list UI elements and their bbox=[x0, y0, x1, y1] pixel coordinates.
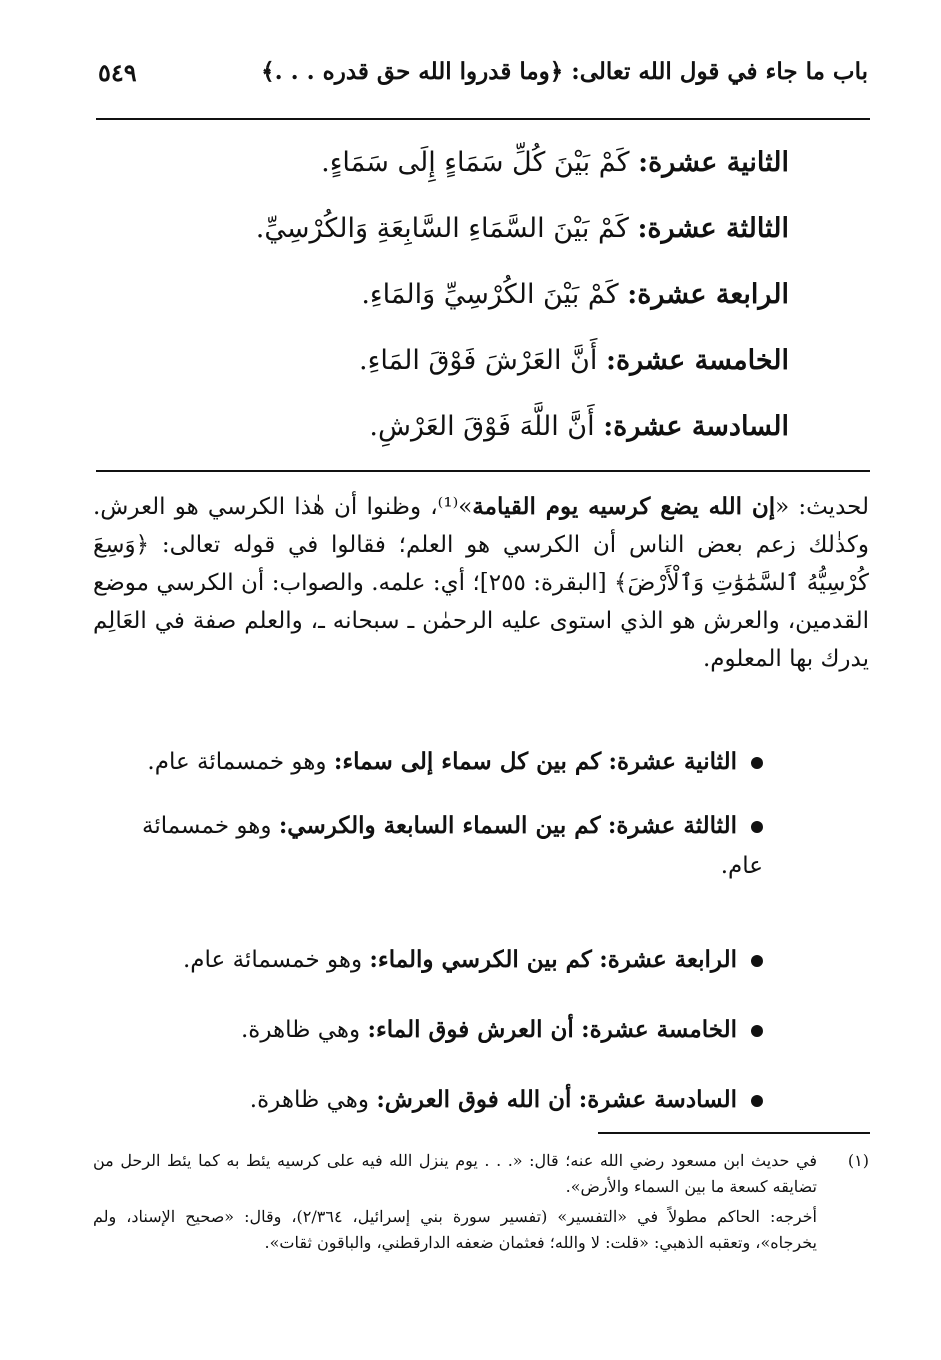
answer-question: كم بين السماء السابعة والكرسي: bbox=[278, 812, 601, 839]
answer-question: كم بين الكرسي والماء: bbox=[369, 946, 592, 973]
answer-text: وهي ظاهرة. bbox=[240, 1017, 361, 1043]
footnote-divider bbox=[598, 1132, 870, 1134]
issue-label: الخامسة عشرة: bbox=[605, 345, 789, 376]
bullet-icon bbox=[751, 1025, 763, 1037]
commentary-prefix: لحديث: « bbox=[775, 494, 869, 520]
issue-text: أَنَّ اللَّهَ فَوْقَ العَرْشِ. bbox=[369, 411, 595, 442]
answer-item bbox=[93, 806, 763, 940]
page-number: ٥٤٩ bbox=[98, 58, 137, 87]
issue-item bbox=[149, 204, 789, 270]
issue-text: كَمْ بَيْنَ الكُرْسِيِّ وَالمَاءِ. bbox=[361, 279, 619, 310]
answer-label: السادسة عشرة: bbox=[578, 1086, 737, 1113]
issue-item bbox=[149, 336, 789, 402]
section-divider bbox=[96, 470, 870, 472]
bullet-icon bbox=[751, 821, 763, 833]
answer-text: وهو خمسمائة عام. bbox=[183, 947, 363, 973]
footnotes bbox=[93, 1148, 869, 1260]
footnote-body bbox=[93, 1148, 817, 1256]
commentary-body: »⁽¹⁾، وظنوا أن هٰذا الكرسي هو العرش. وكذٰلك زعم بعض الناس أن الكرسي هو العلم؛ فقالوا في قوله تعالى: ﴿وَسِعَ كُرْسِيُّهُ ٱلسَّمَٰوَٰتِ وَٱلْأَرْضَ﴾ [البقرة: ٢٥٥]؛ أي: علمه. والصواب: أن الكرسي موضع القدمين، والعرش هو الذي استوى عليه الرحمٰن ـ سبحانه ـ، والعلم صفة في العَالِم يدرك بها المعلوم. bbox=[93, 494, 869, 672]
issue-label: السادسة عشرة: bbox=[603, 411, 789, 442]
hadith-quote: إن الله يضع كرسيه يوم القيامة bbox=[472, 493, 776, 520]
answer-item bbox=[93, 940, 763, 1010]
header-divider bbox=[96, 118, 870, 120]
answer-label: الثانية عشرة: bbox=[608, 748, 737, 775]
answer-question: أن العرش فوق الماء: bbox=[367, 1016, 574, 1043]
issues-list bbox=[149, 138, 789, 468]
answer-question: أن الله فوق العرش: bbox=[376, 1086, 572, 1113]
issue-text: أَنَّ العَرْشَ فَوْقَ المَاءِ. bbox=[359, 345, 598, 376]
footnote-paragraph: أخرجه: الحاكم مطولاً في «التفسير» (تفسير سورة بني إسرائيل، ٢/٣٦٤)، وقال: «صحيح الإسناد، ولم يخرجاه»، وتعقبه الذهبي: «قلت: لا والله؛ فعثمان ضعفه الدارقطني، والباقون ثقات». bbox=[93, 1207, 817, 1252]
answer-label: الخامسة عشرة: bbox=[581, 1016, 737, 1043]
answer-item bbox=[93, 1010, 763, 1080]
footnote-paragraph: في حديث ابن مسعود رضي الله عنه؛ قال: «. . . يوم ينزل الله فيه على كرسيه يئط به كما يئط الرحل من تضايقه كسعة ما بين السماء والأرض». bbox=[93, 1151, 817, 1196]
issue-label: الثانية عشرة: bbox=[638, 147, 789, 178]
issue-text: كَمْ بَيْنَ كُلِّ سَمَاءٍ إِلَى سَمَاءٍ. bbox=[321, 147, 630, 178]
issue-label: الثالثة عشرة: bbox=[637, 213, 789, 244]
answer-item bbox=[93, 742, 763, 806]
answer-label: الرابعة عشرة: bbox=[599, 946, 737, 973]
issue-item bbox=[149, 138, 789, 204]
answer-text: وهي ظاهرة. bbox=[249, 1087, 369, 1113]
bullet-icon bbox=[751, 757, 763, 769]
answer-text: وهو خمسمائة عام. bbox=[147, 749, 327, 775]
running-title: باب ما جاء في قول الله تعالى: ﴿وما قدروا الله حق قدره . . .﴾ bbox=[261, 58, 868, 85]
issue-text: كَمْ بَيْنَ السَّمَاءِ السَّابِعَةِ وَالكُرْسِيِّ. bbox=[255, 213, 629, 244]
answer-text: وهو خمسمائة عام. bbox=[142, 813, 763, 879]
commentary-paragraph bbox=[93, 488, 869, 678]
answers-list bbox=[93, 742, 869, 1120]
footnote-number: (١) bbox=[847, 1151, 869, 1170]
issue-label: الرابعة عشرة: bbox=[627, 279, 789, 310]
issue-item bbox=[149, 270, 789, 336]
issue-item bbox=[149, 402, 789, 468]
answer-item bbox=[93, 1080, 763, 1120]
bullet-icon bbox=[751, 1095, 763, 1107]
page-header bbox=[98, 58, 868, 104]
bullet-icon bbox=[751, 955, 763, 967]
answer-question: كم بين كل سماء إلى سماء: bbox=[333, 748, 602, 775]
answer-label: الثالثة عشرة: bbox=[607, 812, 737, 839]
